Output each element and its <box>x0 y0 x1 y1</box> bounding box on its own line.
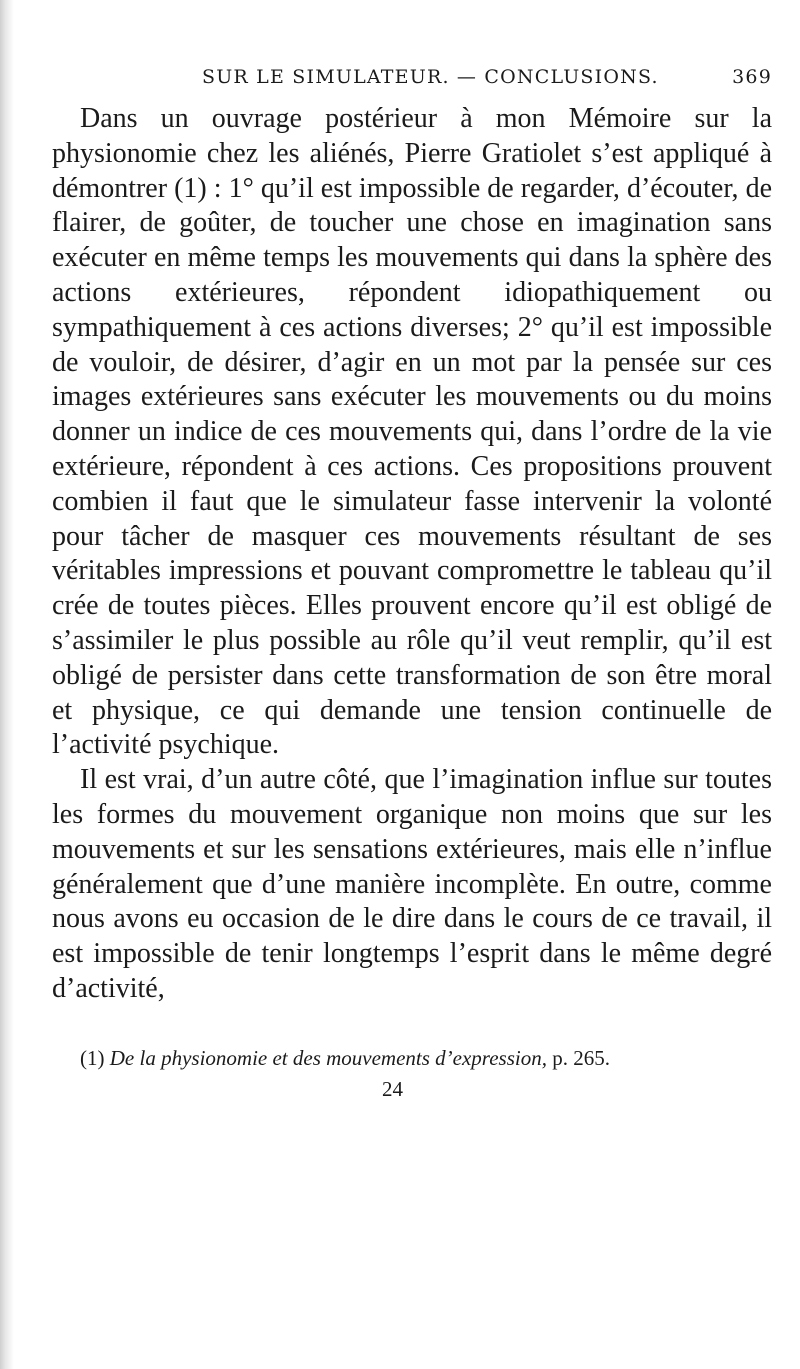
footnote-page-ref: p. 265. <box>552 1045 610 1070</box>
book-page <box>52 62 772 1102</box>
running-head-title: SUR LE SIMULATEUR. — CONCLUSIONS. <box>202 66 659 88</box>
signature-mark: 24 <box>382 1076 403 1101</box>
paragraph-1: Dans un ouvrage postérieur à mon Mémoire sur la physionomie chez les aliénés, Pierre Gratiolet s’est appliqué à démontrer (1) : 1° qu’il est impossible de regarder, d’écouter, de flairer, de goûter, de toucher une chose en imagination sans exécuter en même temps les mouvements qui dans la sphère des actions extérieures, répondent idiopathiquement ou sympathiquement à ces actions diverses; 2° qu’il est impossible de vouloir, de désirer, d’agir en un mot par la pensée sur ces images extérieures sans exécuter les mouvements ou du moins donner un indice de ces mouvements qui, dans l’ordre de la vie extérieure, répondent à ces actions. Ces propositions prouvent combien il faut que le simulateur fasse intervenir la volonté pour tâcher de masquer ces mouvements résultant de ses véritables impressions et pouvant compromettre le tableau qu’il crée de toutes pièces. Elles prouvent encore qu’il est obligé de s’assimiler le plus possible au rôle qu’il veut remplir, qu’il est obligé de persister dans cette transformation de son être moral et physique, ce qui demande une tension continuelle de l’activité psychique. <box>52 103 772 761</box>
footnote-title: De la physionomie et des mouvements d’expression, <box>109 1045 547 1070</box>
body-text <box>52 102 772 1007</box>
binding-edge <box>0 0 14 1369</box>
footnote-marker: (1) <box>80 1045 105 1070</box>
paragraph-2: Il est vrai, d’un autre côté, que l’imagination influe sur toutes les formes du mouvement organique non moins que sur les mouvements et sur les sensations extérieures, mais elle n’influe généralement que d’une manière incomplète. En outre, comme nous avons eu occasion de le dire dans le cours de ce travail, il est impossible de tenir longtemps l’esprit dans le même degré d’activité, <box>52 764 772 1004</box>
running-head <box>52 62 772 96</box>
page-number: 369 <box>732 66 772 88</box>
footnote <box>52 1045 772 1071</box>
